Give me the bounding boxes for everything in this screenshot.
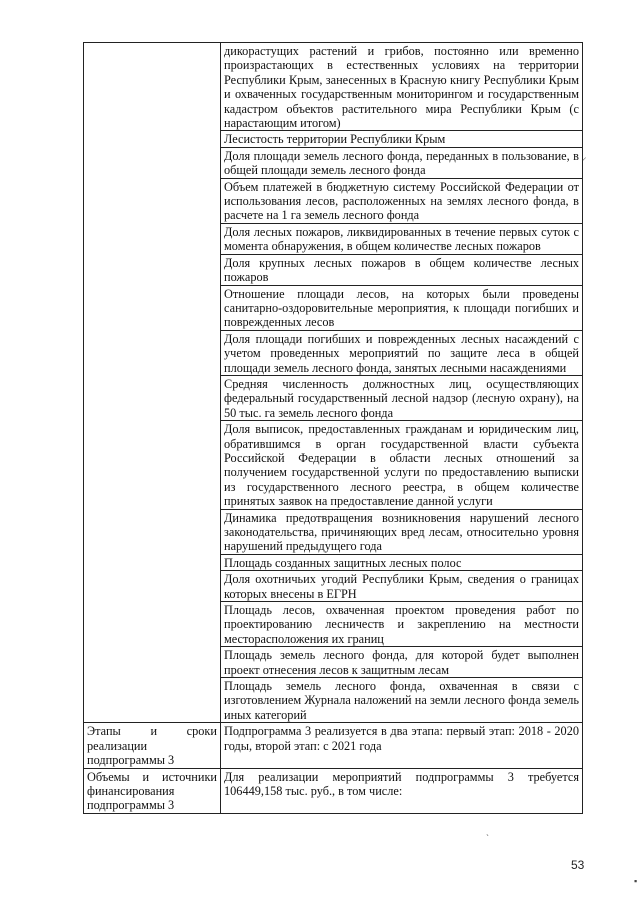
indicator-text: Доля лесных пожаров, ликвидированных в течение первых суток с момента обнаружения, в общем количестве лесных пожаров: [221, 223, 583, 254]
page-number: 53: [571, 858, 585, 872]
indicator-text: Площадь земель лесного фонда, для которой будет выполнен проект отнесения лесов к защитным лесам: [221, 647, 583, 678]
funding-value: Для реализации мероприятий подпрограммы 3 требуется 106449,158 тыс. руб., в том числе:: [221, 768, 583, 813]
indicator-text: Площадь земель лесного фонда, охваченная в связи с изготовлением Журнала наложений на земли лесного фонда земель иных категорий: [221, 678, 583, 723]
indicator-text: Доля площади земель лесного фонда, переданных в пользование, в общей площади земель лесного фонда: [221, 147, 583, 178]
indicator-text: Средняя численность должностных лиц, осуществляющих федеральный государственный лесной надзор (лесную охрану), на 50 тыс. га земель лесного фонда: [221, 375, 583, 420]
indicator-text: Доля площади погибших и поврежденных лесных насаждений с учетом проведенных мероприятий по защите леса в общей площади земель лесного фонда, занятых лесными насаждениями: [221, 330, 583, 375]
funding-label: Объемы и источники финансирования подпрограммы 3: [84, 768, 221, 813]
indicator-text: Доля охотничьих угодий Республики Крым, сведения о границах которых внесены в ЕГРН: [221, 571, 583, 602]
indicators-label-cell: [84, 43, 221, 723]
indicator-text: Лесистость территории Республики Крым: [221, 131, 583, 147]
scan-speck: ▪: [634, 876, 638, 886]
funding-row: [84, 768, 583, 813]
indicator-text: Объем платежей в бюджетную систему Российской Федерации от использования лесов, расположенных на землях лесного фонда, в расчете на 1 га земель лесного фонда: [221, 178, 583, 223]
indicator-text: Доля крупных лесных пожаров в общем количестве лесных пожаров: [221, 254, 583, 285]
indicator-text: дикорастущих растений и грибов, постоянно или временно произрастающих в естественных условиях на территории Республики Крым, занесенных в Красную книгу Республики Крым и охваченных государственным мониторингом и государственным кадастром объектов растительного мира Республики Крым (с нарастающим итогом): [221, 43, 583, 131]
stages-value: Подпрограмма 3 реализуется в два этапа: первый этап: 2018 - 2020 годы, второй этап: с 2021 года: [221, 723, 583, 768]
stages-label: Этапы и сроки реализации подпрограммы 3: [84, 723, 221, 768]
indicator-text: Отношение площади лесов, на которых были проведены санитарно-оздоровительные мероприятия, к площади погибших и поврежденных лесов: [221, 285, 583, 330]
indicator-text: Динамика предотвращения возникновения нарушений лесного законодательства, причиняющих вред лесам, относительно уровня нарушений предыдущего года: [221, 509, 583, 554]
indicator-text: Площадь созданных защитных лесных полос: [221, 554, 583, 570]
indicator-text: Площадь лесов, охваченная проектом проведения работ по проектированию лесничеств и закреплению на местности месторасположения их границ: [221, 602, 583, 647]
passport-table: [83, 42, 583, 814]
stages-row: [84, 723, 583, 768]
scan-speck: ˎ: [486, 826, 489, 836]
scan-speck: ⸝: [582, 152, 587, 162]
indicator-row: [84, 43, 583, 131]
indicator-text: Доля выписок, предоставленных гражданам и юридическим лиц, обратившимся в орган государственной власти субъекта Российской Федерации в области лесных отношений за получением государственной услуги по предоставлению выписки из государственного лесного реестра, в общем количестве принятых заявок на предоставление данной услуги: [221, 421, 583, 509]
